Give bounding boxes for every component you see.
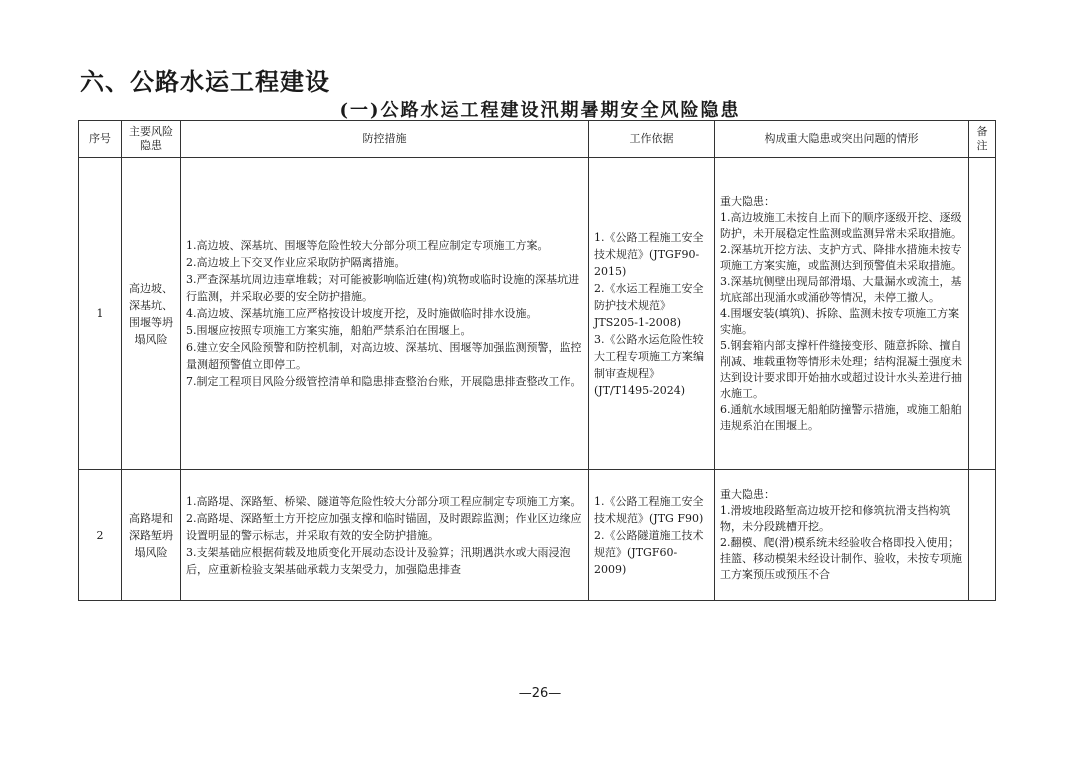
- basis-item: 2.《公路隧道施工技术规范》(JTGF60-2009): [594, 528, 704, 576]
- measure-item: 1.高路堤、深路堑、桥梁、隧道等危险性较大分部分项工程应制定专项施工方案。: [186, 494, 582, 508]
- row-situations: [715, 470, 969, 601]
- header-index: 序号: [79, 121, 122, 158]
- measure-item: 7.制定工程项目风险分级管控清单和隐患排查整治台账，开展隐患排查整改工作。: [186, 375, 582, 388]
- section-title: 六、公路水运工程建设: [80, 68, 330, 96]
- basis-item: 1.《公路工程施工安全技术规范》(JTG F90): [594, 494, 704, 525]
- row-remarks: [969, 470, 996, 601]
- table-header-row: [79, 121, 996, 158]
- situation-item: 1.高边坡施工未按自上而下的顺序逐级开挖、逐级防护，未开展稳定性监测或监测异常未采取措施。: [720, 210, 962, 240]
- row-risk: 高边坡、深基坑、围堰等坍塌风险: [122, 158, 181, 470]
- situations-heading: 重大隐患：: [720, 488, 775, 501]
- table-row: [79, 470, 996, 601]
- table-title: (一)公路水运工程建设汛期暑期安全风险隐患: [339, 100, 741, 121]
- situation-item: 5.钢套箱内部支撑杆件缝接变形、随意拆除、擅自削减、堆载重物等情形未处理；结构混凝土强度未达到设计要求即开始抽水或超过设计水头差进行抽水施工。: [720, 338, 962, 400]
- basis-item: 3.《公路水运危险性较大工程专项施工方案编制审查规程》(JT/T1495-2024): [594, 332, 704, 397]
- measure-item: 3.严查深基坑周边违章堆载；对可能被影响临近建(构)筑物或临时设施的深基坑进行监测，并采取必要的安全防护措施。: [186, 273, 580, 303]
- basis-item: 2.《水运工程施工安全防护技术规范》JTS205-1-2008): [594, 281, 704, 329]
- measure-item: 2.高路堤、深路堑土方开挖应加强支撑和临时锚固，及时跟踪监测；作业区边缘应设置明显的警示标志，并采取有效的安全防护措施。: [186, 511, 582, 542]
- measure-item: 3.支架基础应根据荷载及地质变化开展动态设计及验算；汛期遇洪水或大雨浸泡后，应重新检验支架基础承载力支架受力，加强隐患排查: [186, 545, 571, 576]
- header-remarks: 备注: [969, 121, 996, 158]
- situations-heading: 重大隐患：: [720, 194, 775, 208]
- situation-item: 2.翻模、爬(滑)模系统未经验收合格即投入使用；挂篮、移动模架未经设计制作、验收，未按专项施工方案预压或预压不合: [720, 536, 962, 581]
- risk-table: [78, 120, 996, 601]
- header-measures: 防控措施: [181, 121, 589, 158]
- page-number: —26—: [518, 686, 562, 701]
- basis-item: 1.《公路工程施工安全技术规范》(JTGF90-2015): [594, 230, 704, 278]
- measure-item: 4.高边坡、深基坑施工应严格按设计坡度开挖，及时施做临时排水设施。: [186, 307, 538, 320]
- situation-item: 1.滑坡地段路堑高边坡开挖和修筑抗滑支挡构筑物，未分段跳槽开挖。: [720, 504, 951, 533]
- row-basis: [589, 158, 715, 470]
- row-remarks: [969, 158, 996, 470]
- measure-item: 6.建立安全风险预警和防控机制，对高边坡、深基坑、围堰等加强监测预警，监控量测超预警值立即停工。: [186, 341, 582, 371]
- situation-item: 2.深基坑开挖方法、支护方式、降排水措施未按专项施工方案实施，或监测达到预警值未采取措施。: [720, 242, 962, 272]
- situation-item: 3.深基坑侧壁出现局部滑塌、大量漏水或流土，基坑底部出现涌水或涌砂等情况，未停工撤人。: [720, 274, 962, 304]
- header-situations: 构成重大隐患或突出问题的情形: [715, 121, 969, 158]
- situation-item: 6.通航水域围堰无船舶防撞警示措施，或施工船舶违规系泊在围堰上。: [720, 402, 962, 432]
- header-risk: 主要风险隐患: [122, 121, 181, 158]
- measure-item: 1.高边坡、深基坑、围堰等危险性较大分部分项工程应制定专项施工方案。: [186, 239, 549, 252]
- header-basis: 工作依据: [589, 121, 715, 158]
- row-risk: 高路堤和深路堑坍塌风险: [122, 470, 181, 601]
- row-measures: [181, 158, 589, 470]
- situation-item: 4.围堰安装(填筑)、拆除、监测未按专项施工方案实施。: [720, 306, 960, 336]
- row-index: 2: [79, 470, 122, 601]
- row-measures: [181, 470, 589, 601]
- row-index: 1: [79, 158, 122, 470]
- row-basis: [589, 470, 715, 601]
- table-row: [79, 158, 996, 470]
- row-situations: [715, 158, 969, 470]
- measure-item: 2.高边坡上下交叉作业应采取防护隔离措施。: [186, 256, 406, 269]
- measure-item: 5.围堰应按照专项施工方案实施，船舶严禁系泊在围堰上。: [186, 324, 472, 337]
